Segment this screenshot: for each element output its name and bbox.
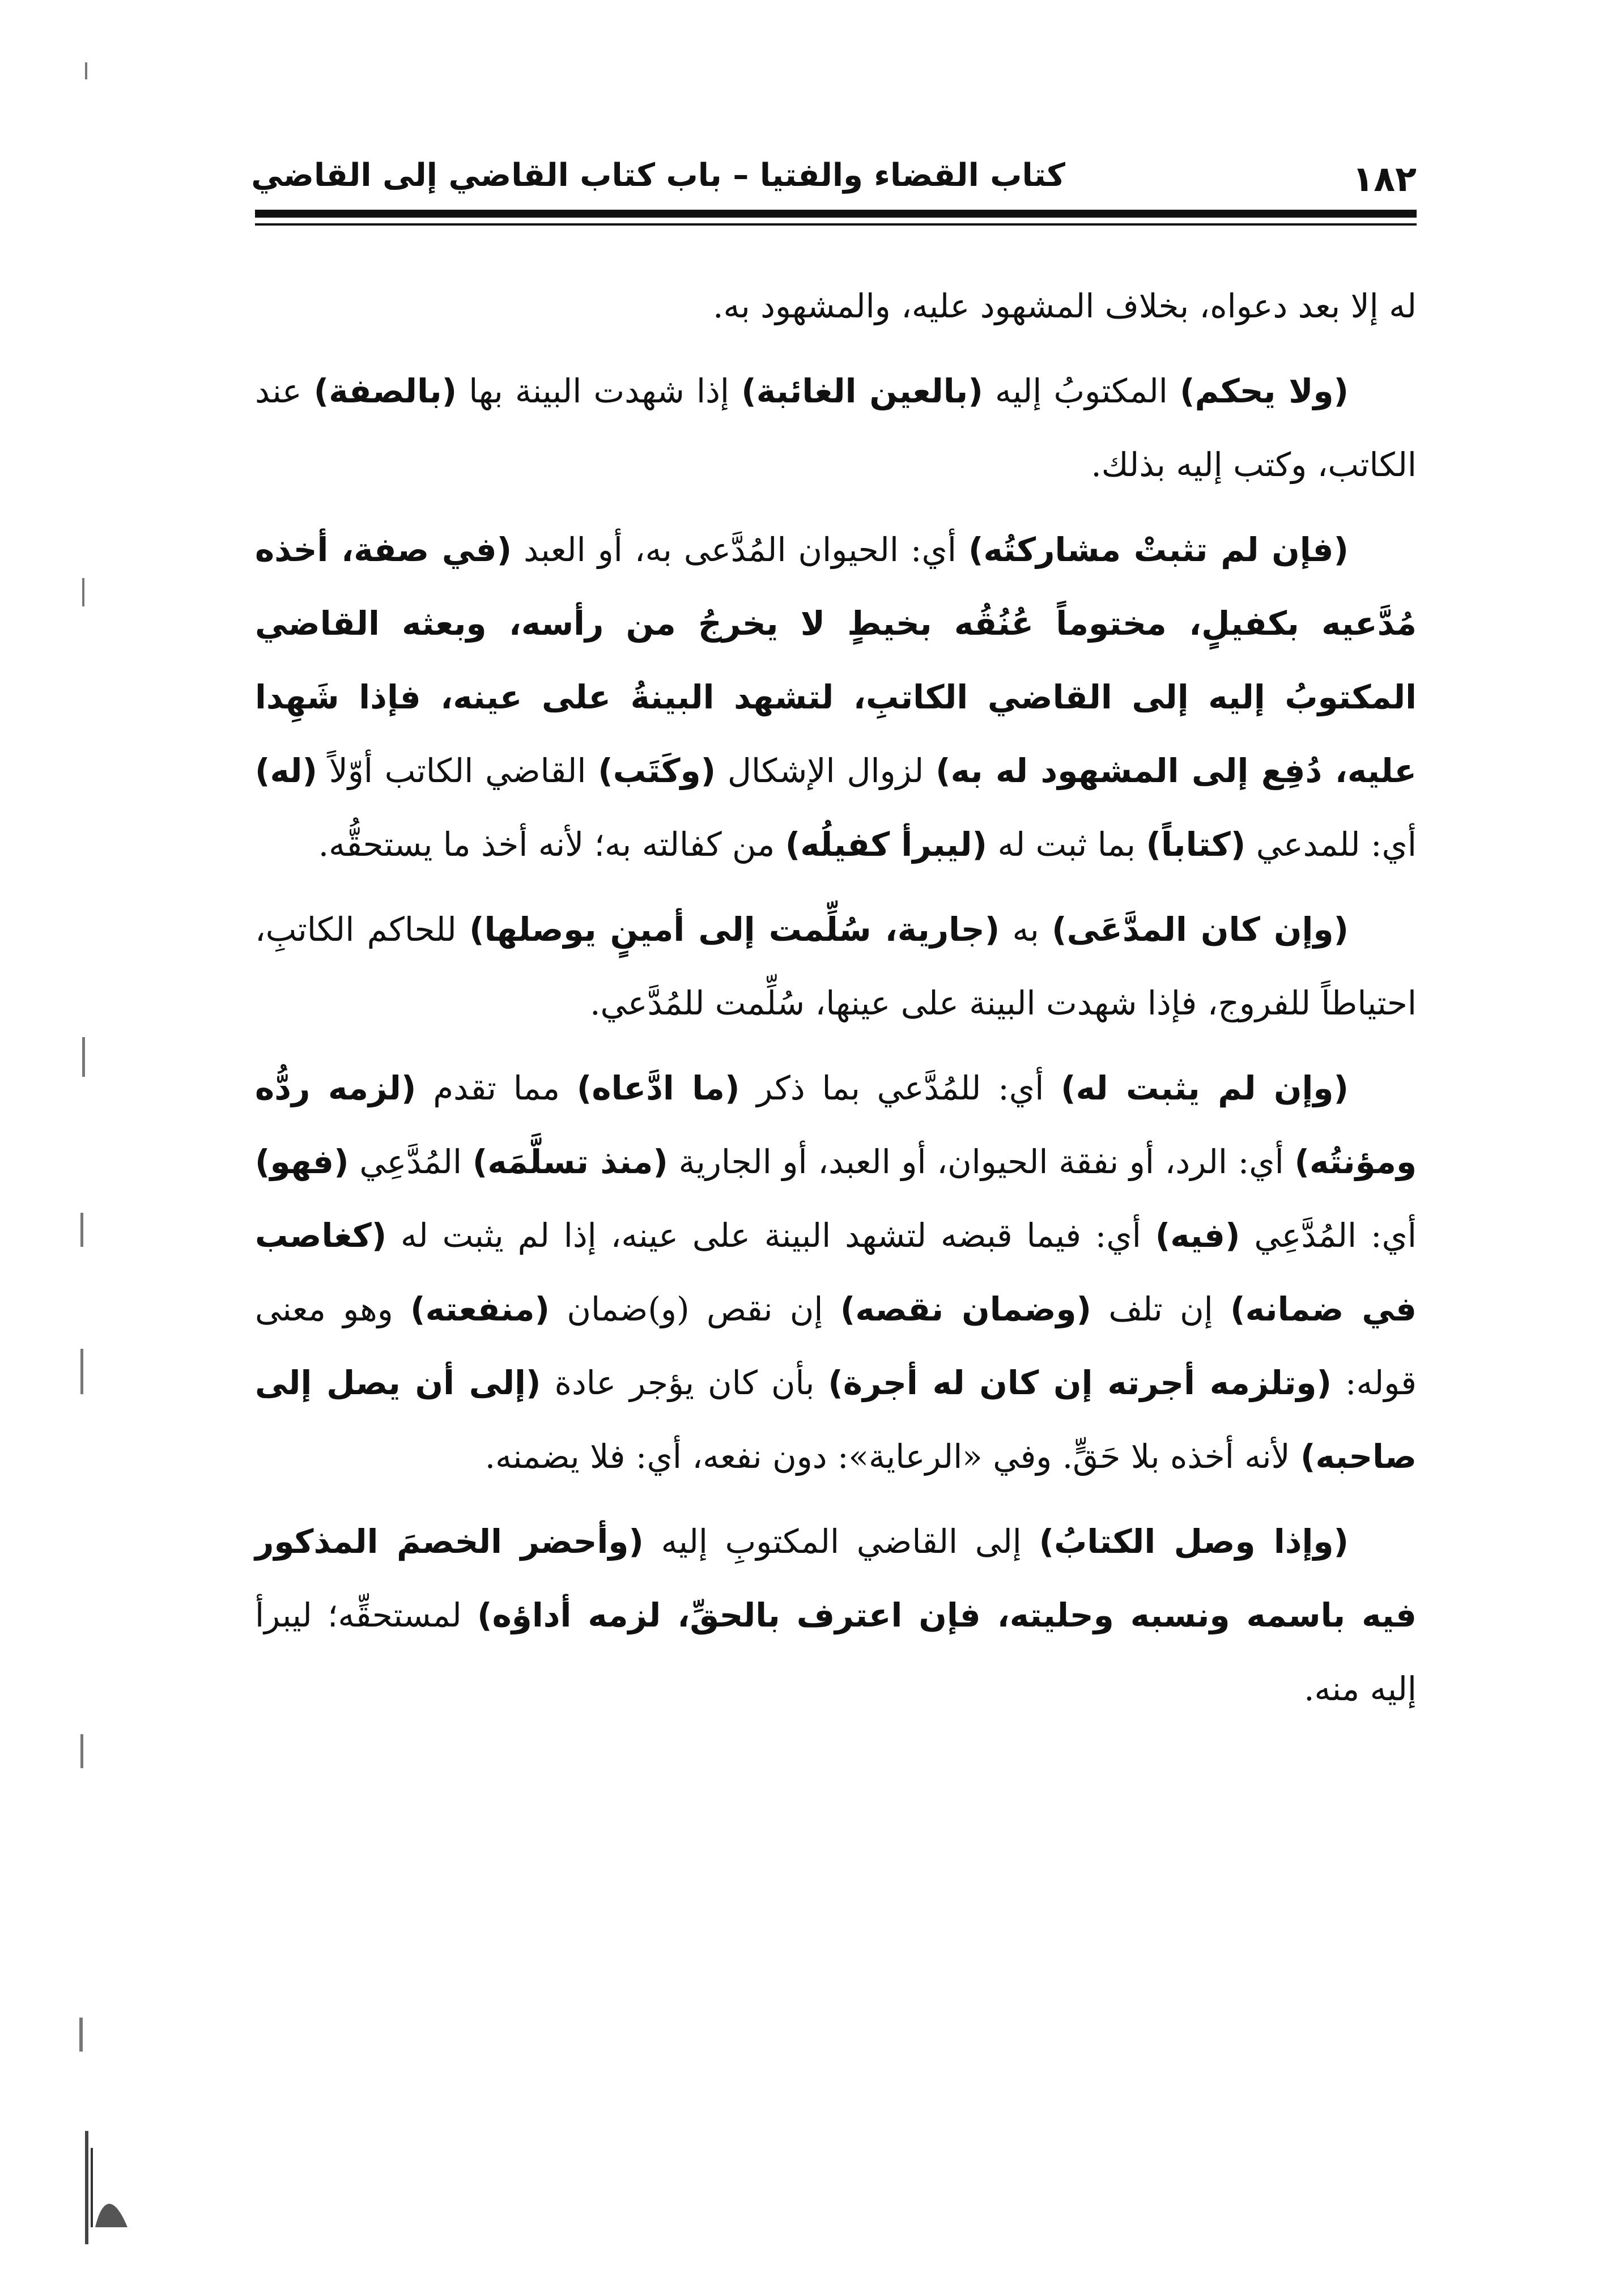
scan-mark xyxy=(82,1037,85,1077)
text-run: أي: للمدعي xyxy=(1245,825,1417,864)
text-run: المُدَّعِي xyxy=(348,1143,473,1181)
text-run: عند الكاتب، وكتب إليه بذلك. xyxy=(255,372,1417,484)
text-run: مما تقدم xyxy=(416,1069,577,1107)
bold-text-run: (في صفة، أخذه مُدَّعيه بكفيلٍ، مختوماً عُنُقُه بخيطٍ لا يخرجُ من رأسه، وبعثه القاضي المكتوبُ إليه إلى القاضي الكاتبِ، لتشهد البينةُ على عينه، فإذا شَهِدا عليه، دُفِع إلى المشهود له به) xyxy=(255,530,1417,790)
text-run: للحاكم الكاتبِ، احتياطاً للفروج، فإذا شهدت البينة على عينها، سُلِّمت للمُدَّعي. xyxy=(255,910,1417,1022)
page-corner-mark xyxy=(85,2137,130,2227)
bold-text-run: (كغاصب في ضمانه) xyxy=(255,1216,1417,1328)
text-run: أي: للمُدَّعي بما ذكر xyxy=(739,1069,1061,1107)
text-run: به xyxy=(1000,910,1052,949)
text-run: لزوال الإشكال xyxy=(716,751,936,790)
bold-text-run: (فهو) xyxy=(255,1143,349,1181)
text-run: إن تلف xyxy=(1091,1290,1231,1328)
text-run: له إلا بعد دعواه، بخلاف المشهود عليه، والمشهود به. xyxy=(713,287,1417,325)
text-run: لمستحقِّه؛ ليبرأ إليه منه. xyxy=(255,1596,1417,1708)
scan-mark xyxy=(80,1349,83,1394)
bold-text-run: (وإن لم يثبت له) xyxy=(1061,1069,1349,1107)
bold-text-run: (وضمان نقصه) xyxy=(840,1290,1092,1328)
bold-text-run: (وتلزمه أجرته إن كان له أجرة) xyxy=(828,1364,1332,1402)
text-run: أي: الرد، أو نفقة الحيوان، أو العبد، أو الجارية xyxy=(668,1143,1295,1181)
text-run: وهو معنى قوله: xyxy=(255,1290,1417,1402)
text-run: بما ثبت له xyxy=(987,825,1146,864)
paragraph xyxy=(255,1505,1417,1726)
text-run: بأن كان يؤجر عادة xyxy=(541,1364,828,1402)
page-number: ١٨٢ xyxy=(1352,158,1417,199)
scan-mark xyxy=(79,2018,83,2052)
scan-mark xyxy=(85,62,87,79)
text-run: إن نقص (و)ضمان xyxy=(550,1290,840,1328)
paragraph xyxy=(255,1051,1417,1493)
text-run: أي: المُدَّعِي xyxy=(1240,1216,1417,1255)
text-run: من كفالته به؛ لأنه أخذ ما يستحقُّه. xyxy=(318,825,785,864)
bold-text-run: (وأحضر الخصمَ المذكور فيه باسمه ونسبه وحليته، فإن اعترف بالحقِّ، لزمه أداؤه) xyxy=(255,1522,1417,1634)
bold-text-run: (منفعته) xyxy=(410,1290,550,1328)
bold-text-run: (لزمه ردُّه ومؤنتُه) xyxy=(255,1069,1417,1181)
scan-mark xyxy=(80,1213,83,1247)
paragraph xyxy=(255,513,1417,881)
text-run: أي: الحيوان المُدَّعى به، أو العبد xyxy=(512,530,968,569)
text-run: إلى القاضي المكتوبِ إليه xyxy=(643,1522,1039,1561)
page-body xyxy=(255,269,1417,1737)
bold-text-run: (ما ادَّعاه) xyxy=(576,1069,740,1107)
text-run: إذا شهدت البينة بها xyxy=(457,372,742,410)
scan-mark xyxy=(82,578,84,606)
bold-text-run: (بالعين الغائبة) xyxy=(741,372,983,410)
header-rule-thin xyxy=(255,223,1417,226)
paragraph xyxy=(255,269,1417,343)
bold-text-run: (منذ تسلَّمَه) xyxy=(472,1143,668,1181)
bold-text-run: (جارية، سُلِّمت إلى أمينٍ يوصلها) xyxy=(469,910,1000,949)
bold-text-run: (وكَتَب) xyxy=(598,751,716,790)
bold-text-run: (فإن لم تثبتْ مشاركتُه) xyxy=(968,530,1349,569)
bold-text-run: (إلى أن يصل إلى صاحبه) xyxy=(255,1364,1417,1476)
running-title: كتاب القضاء والفتيا – باب كتاب القاضي إلى القاضي xyxy=(251,157,1065,194)
bold-text-run: (ليبرأ كفيلُه) xyxy=(785,825,988,864)
bold-text-run: (ولا يحكم) xyxy=(1180,372,1349,410)
text-run: أي: فيما قبضه لتشهد البينة على عينه، إذا لم يثبت له xyxy=(386,1216,1155,1255)
header-rule-thick xyxy=(255,210,1417,218)
page-header xyxy=(251,153,1417,238)
text-run: لأنه أخذه بلا حَقٍّ. وفي «الرعاية»: دون نفعه، أي: فلا يضمنه. xyxy=(484,1437,1301,1476)
bold-text-run: (بالصفة) xyxy=(313,372,457,410)
bold-text-run: (وإذا وصل الكتابُ) xyxy=(1039,1522,1349,1561)
paragraph xyxy=(255,893,1417,1040)
bold-text-run: (له) xyxy=(255,751,317,790)
text-run: المكتوبُ إليه xyxy=(983,372,1180,410)
bold-text-run: (فيه) xyxy=(1155,1216,1240,1255)
scan-mark xyxy=(80,1734,83,1768)
bold-text-run: (كتاباً) xyxy=(1146,825,1246,864)
text-run: القاضي الكاتب أوّلاً xyxy=(317,751,598,790)
bold-text-run: (وإن كان المدَّعَى) xyxy=(1052,910,1349,949)
paragraph xyxy=(255,354,1417,502)
